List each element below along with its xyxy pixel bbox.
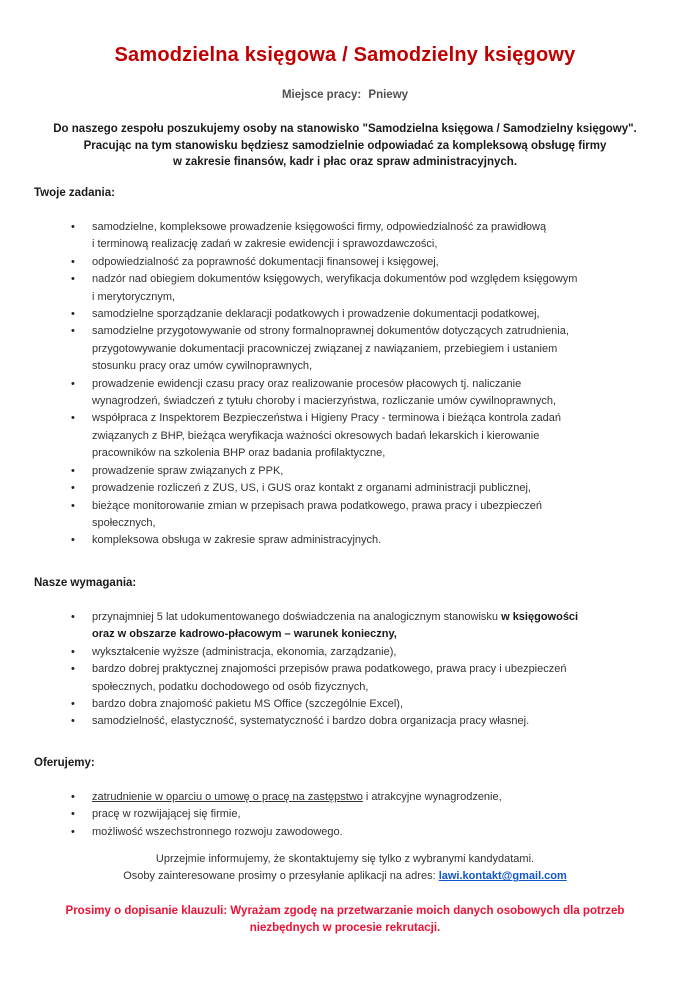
- bullet-icon: •: [71, 663, 75, 676]
- bullet-icon: •: [71, 499, 75, 512]
- list-item-text: możliwość wszechstronnego rozwoju zawodowego.: [92, 825, 343, 838]
- list-item-text: pracowników na szkolenia BHP oraz badania profilaktyczne,: [92, 447, 386, 460]
- list-item-text: nadzór nad obiegiem dokumentów księgowych, weryfikacja dokumentów pod względem księgowym: [92, 273, 578, 286]
- list-item-text: samodzielne przygotowywanie od strony formalnoprawnej dokumentów dotyczących zatrudnienia,: [92, 325, 569, 338]
- list-item: [0, 824, 690, 841]
- bullet-icon: •: [71, 645, 75, 658]
- list-item: [0, 696, 690, 713]
- contract-type-text: zatrudnienie w oparciu o umowę o pracę na zastępstwo: [92, 791, 363, 803]
- list-item-text: wynagrodzeń, świadczeń z tytułu choroby i macierzyństwa, rozliczanie umów cywilnoprawnych,: [92, 395, 557, 408]
- bullet-icon: •: [71, 825, 75, 838]
- closing-line: [0, 868, 690, 885]
- list-item: [0, 806, 690, 823]
- requirements-heading: Nasze wymagania:: [34, 577, 137, 589]
- bullet-icon: •: [71, 482, 75, 495]
- intro-line: w zakresie finansów, kadr i płac oraz spraw administracyjnych.: [172, 156, 518, 168]
- list-item-text: [92, 789, 660, 806]
- list-item: [0, 498, 690, 533]
- offer-heading: Oferujemy:: [34, 757, 95, 769]
- bullet-icon: •: [71, 698, 75, 711]
- list-item: [0, 323, 690, 375]
- bullet-icon: •: [71, 412, 75, 425]
- list-item-text: i merytorycznym,: [92, 290, 176, 303]
- list-item: [0, 219, 690, 254]
- closing-line: Uprzejmie informujemy, że skontaktujemy się tylko z wybranymi kandydatami.: [155, 853, 535, 865]
- bullet-icon: •: [71, 325, 75, 338]
- bullet-icon: •: [71, 221, 75, 233]
- list-item: [0, 254, 690, 271]
- list-item: [0, 271, 690, 306]
- bullet-icon: •: [71, 611, 75, 623]
- list-item: [0, 789, 690, 806]
- list-item-text: [92, 609, 660, 626]
- list-item-text: samodzielność, elastyczność, systematyczność i bardzo dobra organizacja pracy własnej.: [92, 715, 530, 728]
- bullet-icon: •: [71, 464, 75, 477]
- tasks-list: [0, 219, 690, 550]
- list-item: [0, 532, 690, 549]
- list-item-text: samodzielne sporządzanie deklaracji podatkowych i prowadzenie dokumentacji podatkowej,: [92, 308, 540, 321]
- bullet-icon: •: [71, 273, 75, 286]
- closing-note: [0, 851, 690, 886]
- work-location: [0, 89, 690, 101]
- offer-text: i atrakcyjne wynagrodzenie,: [362, 791, 502, 803]
- requirement-emphasis: oraz w obszarze kadrowo-płacowym – warunek konieczny,: [92, 628, 397, 641]
- page-title: Samodzielna księgowa / Samodzielny księgowy: [114, 44, 576, 66]
- bullet-icon: •: [71, 308, 75, 321]
- list-item-text: bardzo dobra znajomość pakietu MS Office (szczególnie Excel),: [92, 698, 403, 711]
- offer-list: [0, 789, 690, 841]
- list-item-text: bieżące monitorowanie zmian w przepisach prawa podatkowego, prawa pracy i ubezpieczeń: [92, 499, 543, 512]
- location-label: Miejsce pracy:: [281, 89, 362, 101]
- list-item-text: związanych z BHP, bieżąca weryfikacja ważności okresowych badań lekarskich i kierowanie: [92, 429, 540, 442]
- clause-line: Prosimy o dopisanie klauzuli: Wyrażam zgodę na przetwarzanie moich danych osobowych dla potrzeb: [65, 905, 625, 917]
- list-item-text: prowadzenie rozliczeń z ZUS, US, i GUS oraz kontakt z organami administracji publicznej,: [92, 482, 531, 495]
- list-item: [0, 713, 690, 730]
- list-item: [0, 644, 690, 661]
- list-item-text: współpraca z Inspektorem Bezpieczeństwa i Higieny Pracy - terminowa i bieżąca kontrola zadań: [92, 412, 561, 425]
- list-item-text: prowadzenie spraw związanych z PPK,: [92, 464, 284, 477]
- requirement-text: przynajmniej 5 lat udokumentowanego doświadczenia na analogicznym stanowisku: [92, 611, 502, 623]
- list-item-text: pracę w rozwijającej się firmie,: [92, 808, 241, 821]
- list-item-text: prowadzenie ewidencji czasu pracy oraz realizowanie procesów płacowych tj. naliczanie: [92, 377, 522, 390]
- bullet-icon: •: [71, 808, 75, 821]
- intro-line: Pracując na tym stanowisku będziesz samodzielnie odpowiadać za kompleksową obsługę firmy: [83, 139, 607, 152]
- list-item-text: społecznych, podatku dochodowego od osób fizycznych,: [92, 680, 369, 693]
- list-item-text: odpowiedzialność za poprawność dokumentacji finansowej i księgowej,: [92, 255, 439, 268]
- requirement-emphasis: w księgowości: [501, 611, 579, 623]
- location-value: Pniewy: [368, 89, 409, 101]
- tasks-heading: Twoje zadania:: [34, 187, 115, 199]
- bullet-icon: •: [71, 255, 75, 268]
- list-item: [0, 410, 690, 462]
- requirements-list: [0, 609, 690, 731]
- list-item-text: przygotowywanie dokumentacji pracowniczej związanej z nawiązaniem, przebiegiem i ustaniem: [92, 342, 558, 355]
- application-instructions: Osoby zainteresowane prosimy o przesyłanie aplikacji na adres:: [123, 870, 439, 883]
- bullet-icon: •: [71, 377, 75, 390]
- list-item-text: samodzielne, kompleksowe prowadzenie księgowości firmy, odpowiedzialność za prawidłową: [92, 221, 547, 233]
- list-item: [0, 376, 690, 411]
- list-item-text: i terminową realizację zadań w zakresie ewidencji i sprawozdawczości,: [92, 238, 438, 251]
- list-item: [0, 463, 690, 480]
- bullet-icon: •: [71, 534, 75, 547]
- intro-paragraph: [0, 121, 690, 171]
- list-item: [0, 661, 690, 696]
- bullet-icon: •: [71, 791, 75, 803]
- list-item-text: stosunku pracy oraz umów cywilnoprawnych,: [92, 360, 313, 373]
- list-item-text: społecznych,: [92, 516, 156, 529]
- consent-clause: [0, 903, 690, 937]
- list-item: [0, 306, 690, 323]
- list-item-text: wykształcenie wyższe (administracja, ekonomia, zarządzanie),: [92, 645, 397, 658]
- email-link[interactable]: lawi.kontakt@gmail.com: [438, 870, 567, 883]
- list-item-text: bardzo dobrej praktycznej znajomości przepisów prawa podatkowego, prawa pracy i ubezpieczeń: [92, 663, 567, 676]
- clause-line: niezbędnych w procesie rekrutacji.: [249, 922, 441, 934]
- list-item: [0, 609, 690, 644]
- list-item-text: kompleksowa obsługa w zakresie spraw administracyjnych.: [92, 534, 382, 547]
- bullet-icon: •: [71, 715, 75, 728]
- intro-line: Do naszego zespołu poszukujemy osoby na stanowisko "Samodzielna księgowa / Samodzielny księgowy".: [53, 123, 637, 135]
- list-item: [0, 480, 690, 497]
